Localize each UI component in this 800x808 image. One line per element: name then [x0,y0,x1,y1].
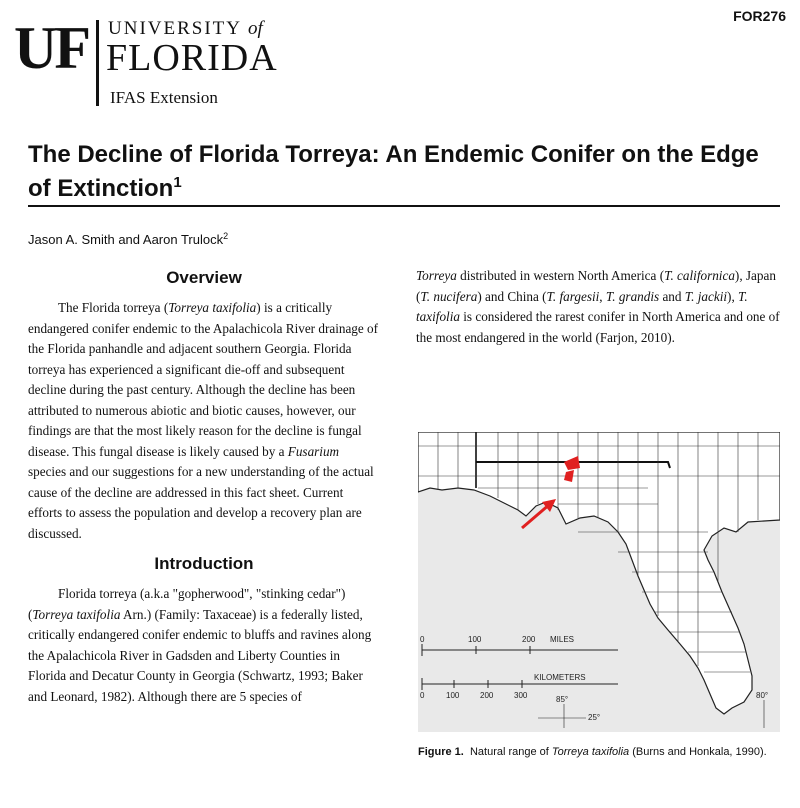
caption-text-2: (Burns and Honkala, 1990). [629,746,767,758]
fungus-name: Fusarium [287,443,340,459]
authors-text: Jason A. Smith and Aaron Trulock [28,232,224,247]
logo-ifas-extension: IFAS Extension [110,88,218,107]
intro-species-name: Torreya taxifolia [32,606,121,622]
logo-divider [96,20,99,106]
left-column [28,268,380,707]
rc-text-4: , [599,288,606,304]
title-footnote: 1 [173,174,182,191]
scale-miles-100: 100 [468,635,482,644]
rc-text-7: is considered the rarest conifer in North America and one of the most endangered in the world (Farjon, 2010). [416,309,780,345]
introduction-heading: Introduction [154,554,254,573]
species-taxifolia: T. taxifolia [416,288,748,324]
scale-miles-200: 200 [522,635,536,644]
overview-text-1: The Florida torreya ( [58,300,169,315]
introduction-paragraph [28,584,380,707]
rc-text-5: and [659,288,685,304]
document-code: FOR276 [733,8,786,24]
genus-torreya: Torreya [416,268,457,283]
logo-university: UNIVERSITY [108,18,242,39]
rc-text-2: ), Japan ( [416,268,776,304]
scale-km-300: 300 [514,691,528,700]
scale-km-0: 0 [420,691,425,700]
document-title [28,138,768,206]
rc-text-3: ) and China ( [477,288,547,304]
rc-text-6: ), [727,288,739,304]
species-grandis: T. grandis [605,288,660,304]
overview-paragraph [28,298,380,544]
florida-range-map [418,432,780,732]
scale-miles-label: MILES [550,635,575,644]
logo-of: of [248,18,263,39]
logo-florida: FLORIDA [106,37,278,79]
overview-heading: Overview [166,268,242,287]
intro-text-2: Arn.) (Family: Taxaceae) is a federally listed, critically endangered conifer endemic to bluffs and ravines along the Apalachicola River in Gadsden and Liberty Counties in Florida and Decatur County in Georgia (Schwartz, 1993; Baker and Leonard, 1982). Although there are 5 species of [28,606,372,704]
title-text: The Decline of Florida Torreya: An Endemic Conifer on the Edge of Extinction [28,141,759,202]
caption-species: Torreya taxifolia [551,746,630,758]
longitude-80: 80° [756,691,769,700]
species-name: Torreya taxifolia [168,300,257,315]
right-column [416,266,784,348]
species-jackii: T. jackii [684,288,728,304]
overview-text-3: species and our suggestions for a new understanding of the actual cause of the decline are addressed in this fact sheet. Current efforts to assess the population and develop a recovery plan are discussed. [28,464,374,541]
logo-uf-mark: UF [14,15,88,81]
latitude-25: 25° [588,713,601,722]
scale-km-100: 100 [446,691,460,700]
authors [28,232,228,247]
right-column-paragraph [416,266,784,348]
title-rule [28,205,780,207]
longitude-85: 85° [556,695,569,704]
figure-label: Figure 1. [418,746,464,758]
scale-km-label: KILOMETERS [534,673,586,682]
rc-text-1: distributed in western North America ( [456,268,665,283]
caption-text-1: Natural range of [469,746,552,758]
figure-caption [418,744,780,760]
overview-text-2: ) is a critically endangered conifer endemic to the Apalachicola River drainage of the Florida panhandle and adjacent southern Georgia. Florida torreya has experienced a significant die-off and subsequent decline during the past century. Although the decline has been attributed to numerous abiotic and biotic causes, however, our findings are that the most likely reason for the decline is fungal disease. This fungal disease is likely caused by a [28,300,379,459]
scale-km-200: 200 [480,691,494,700]
scale-miles-0: 0 [420,635,425,644]
species-fargesii: T. fargesii [546,288,600,304]
intro-text-1: Florida torreya (a.k.a "gopherwood", "stinking cedar") ( [28,586,346,622]
uf-ifas-logo [14,15,314,107]
authors-footnote: 2 [223,231,229,241]
species-californica: T. californica [664,268,735,283]
species-nucifera: T. nucifera [420,288,478,304]
